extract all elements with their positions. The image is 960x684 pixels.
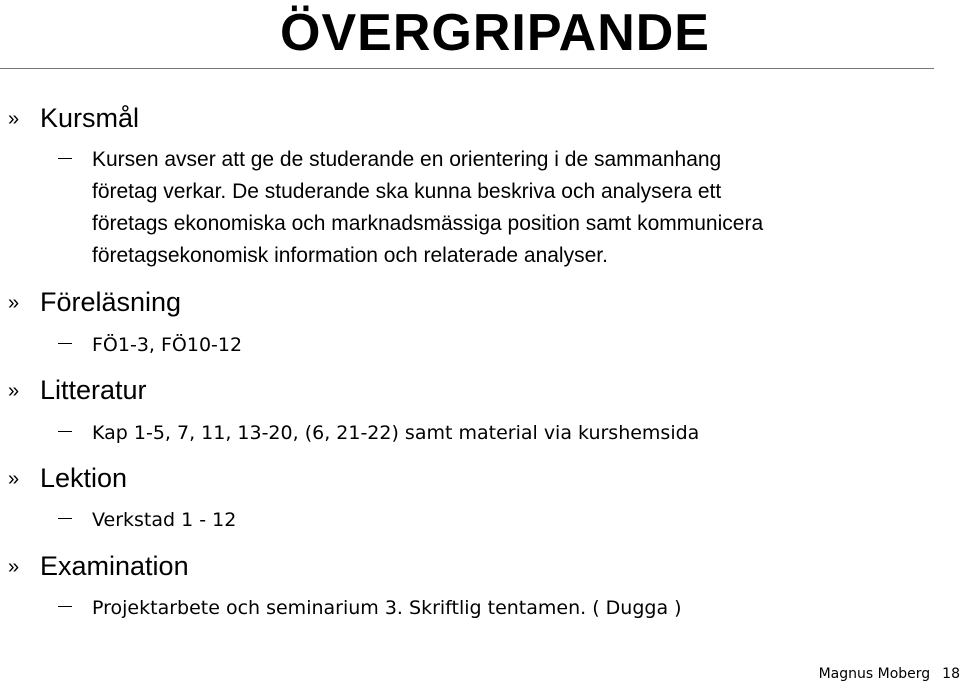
chevron-bullet-icon: » bbox=[8, 380, 20, 402]
section-body-lektion bbox=[58, 504, 918, 536]
section-heading-label: Examination bbox=[40, 551, 189, 581]
chevron-bullet-icon: » bbox=[8, 468, 20, 490]
body-text: FÖ1-3, FÖ10-12 bbox=[92, 334, 243, 356]
dash-bullet-icon bbox=[58, 606, 72, 607]
section-body-examination bbox=[58, 592, 918, 624]
dash-bullet-icon bbox=[58, 158, 72, 159]
section-body-litteratur bbox=[58, 417, 918, 449]
paragraph-line: företagsekonomisk information och relaterade analyser. bbox=[92, 244, 608, 267]
paragraph-line: Kursen avser att ge de studerande en orientering i de sammanhang bbox=[92, 148, 722, 171]
slide-title: ÖVERGRIPANDE bbox=[280, 4, 710, 62]
dash-bullet-icon bbox=[58, 343, 72, 344]
body-text: Verkstad 1 - 12 bbox=[92, 509, 237, 531]
section-heading-label: Lektion bbox=[40, 463, 128, 493]
section-heading-litteratur bbox=[8, 374, 147, 407]
slide-footer bbox=[819, 664, 960, 684]
section-heading-forelasning bbox=[8, 286, 181, 319]
dash-bullet-icon bbox=[58, 431, 72, 432]
paragraph-line: företags ekonomiska och marknadsmässiga position samt kommunicera bbox=[92, 212, 764, 235]
title-divider bbox=[0, 68, 934, 69]
page-number: 18 bbox=[942, 666, 960, 682]
chevron-bullet-icon: » bbox=[8, 292, 20, 314]
body-text: Projektarbete och seminarium 3. Skriftlig tentamen. ( Dugga ) bbox=[92, 597, 682, 619]
body-text: Kap 1-5, 7, 11, 13-20, (6, 21-22) samt material via kurshemsida bbox=[92, 422, 700, 444]
paragraph bbox=[92, 144, 932, 272]
section-body-forelasning bbox=[58, 329, 918, 361]
chevron-bullet-icon: » bbox=[8, 108, 20, 130]
chevron-bullet-icon: » bbox=[8, 556, 20, 578]
footer-author: Magnus Moberg bbox=[818, 666, 931, 682]
dash-bullet-icon bbox=[58, 518, 72, 519]
paragraph-line: företag verkar. De studerande ska kunna beskriva och analysera ett bbox=[92, 180, 722, 203]
section-heading-label: Föreläsning bbox=[40, 287, 182, 317]
section-heading-label: Litteratur bbox=[40, 375, 147, 405]
section-heading-kursmal bbox=[8, 102, 139, 135]
section-heading-label: Kursmål bbox=[40, 103, 140, 133]
section-heading-lektion bbox=[8, 462, 127, 495]
section-heading-examination bbox=[8, 550, 189, 583]
